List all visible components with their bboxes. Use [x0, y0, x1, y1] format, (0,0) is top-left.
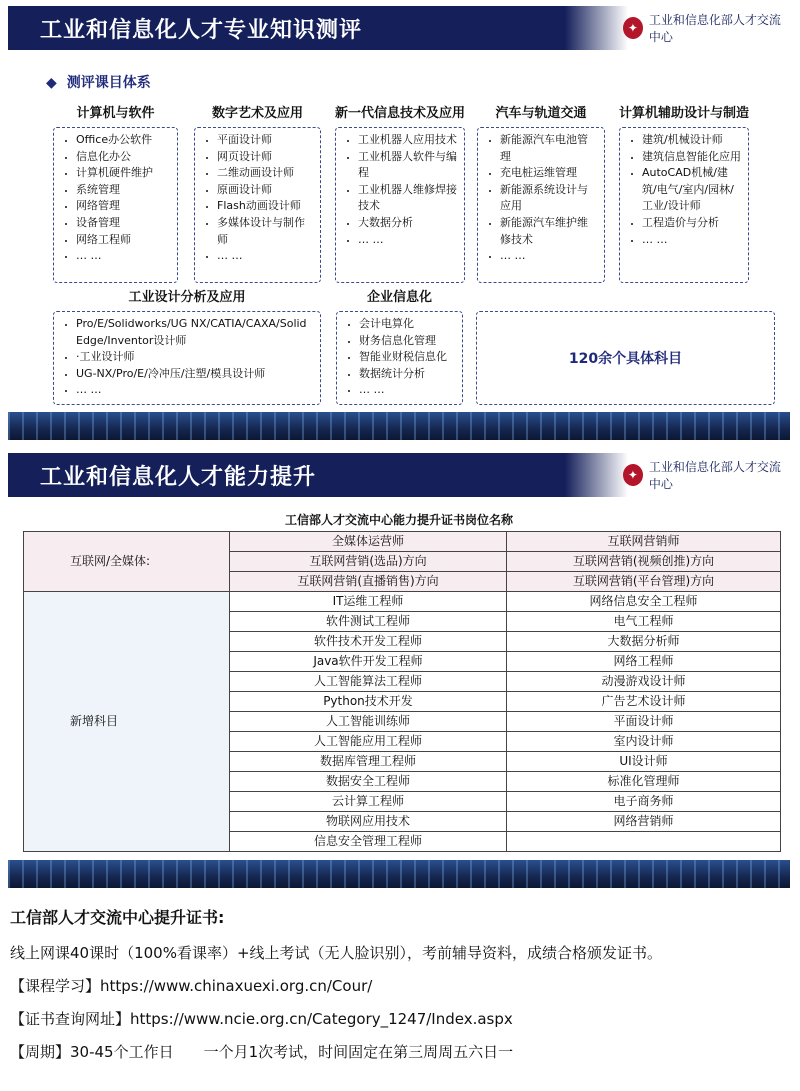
list-item: • … …: [500, 248, 598, 265]
table-cell: 平面设计师: [507, 712, 781, 732]
table-cell: [507, 832, 781, 852]
table-cell: 广告艺术设计师: [507, 692, 781, 712]
table-cell: 软件技术开发工程师: [230, 632, 507, 652]
table-cell: 互联网营销(平台管理)方向: [507, 572, 781, 592]
decorative-band: [8, 860, 790, 888]
category-box: [53, 311, 321, 405]
table-cell: 互联网营销(选品)方向: [230, 552, 507, 572]
table-cell: 网络信息安全工程师: [507, 592, 781, 612]
info-title: 工信部人才交流中心提升证书:: [10, 908, 225, 927]
table-cell: 人工智能训练师: [230, 712, 507, 732]
list-item: • Pro/E/Solidworks/UG NX/CATIA/CAXA/Solid Edge/Inventor设计师: [76, 316, 314, 349]
table-cell: IT运维工程师: [230, 592, 507, 612]
list-item: • 网络工程师: [76, 232, 171, 249]
list-item: • 新能源汽车电池管理: [500, 132, 598, 165]
list-item: • 新能源系统设计与应用: [500, 182, 598, 215]
table-row: [24, 532, 781, 552]
table-cell: 网络工程师: [507, 652, 781, 672]
list-item: • 多媒体设计与制作师: [217, 215, 314, 248]
category-box: [53, 127, 178, 283]
logo-text: 工业和信息化部人才交流中心: [648, 13, 781, 44]
table-cell: Python技术开发: [230, 692, 507, 712]
table-cell: 互联网营销师: [507, 532, 781, 552]
table-cell: 室内设计师: [507, 732, 781, 752]
table-cell: 全媒体运营师: [230, 532, 507, 552]
summary-box: [476, 311, 775, 405]
list-item: • 计算机硬件维护: [76, 165, 171, 182]
list-item: • … …: [642, 232, 742, 249]
decorative-band: [8, 412, 790, 440]
certificate-info: [10, 905, 790, 1074]
table-cell: 互联网营销(直播销售)方向: [230, 572, 507, 592]
list-item: • … …: [217, 248, 314, 265]
list-item: • 工程造价与分析: [642, 215, 742, 232]
category-box: [619, 127, 749, 283]
group-label: 互联网/全媒体:: [24, 532, 230, 592]
table-cell: 电气工程师: [507, 612, 781, 632]
category-title: 汽车与轨道交通: [495, 106, 587, 121]
list-item: • ·工业设计师: [76, 349, 314, 366]
panel-header: [8, 453, 790, 497]
table-cell: 大数据分析师: [507, 632, 781, 652]
panel-title: 工业和信息化人才专业知识测评: [40, 17, 363, 43]
list-item: • AutoCAD机械/建筑/电气/室内/园林/工业/设计师: [642, 165, 742, 215]
panel-title: 工业和信息化人才能力提升: [40, 464, 317, 490]
category-title: 计算机与软件: [76, 106, 155, 121]
list-item: • 网络管理: [76, 198, 171, 215]
info-line-course: 线上网课40课时（100%看课率）+线上考试（无人脸识别），考前辅导资料，成绩合格颁发证书。: [10, 944, 663, 962]
category-title: 新一代信息技术及应用: [335, 106, 466, 121]
list-item: • 原画设计师: [217, 182, 314, 199]
list-item: • 工业机器人软件与编程: [358, 149, 458, 182]
category-box: [477, 127, 605, 283]
table-cell: 数据库管理工程师: [230, 752, 507, 772]
list-item: • 建筑/机械设计师: [642, 132, 742, 149]
table-cell: 互联网营销(视频创推)方向: [507, 552, 781, 572]
category-title: 计算机辅助设计与制造: [619, 106, 750, 121]
table-cell: 物联网应用技术: [230, 812, 507, 832]
category-title: 数字艺术及应用: [211, 106, 303, 121]
list-item: • 工业机器人应用技术: [358, 132, 458, 149]
table-cell: 标准化管理师: [507, 772, 781, 792]
table-cell: 网络营销师: [507, 812, 781, 832]
ability-improvement-panel: [8, 453, 790, 888]
list-item: • Flash动画设计师: [217, 198, 314, 215]
category-title: 企业信息化: [366, 290, 432, 305]
info-line-query-url: 【证书查询网址】https://www.ncie.org.cn/Category_1247/Index.aspx: [10, 1010, 513, 1028]
emblem-icon: ✦: [623, 17, 643, 39]
emblem-icon: ✦: [623, 464, 643, 486]
knowledge-assessment-panel: [8, 6, 790, 440]
info-line-cycle: 【周期】30-45个工作日 一个月1次考试，时间固定在第三周周五六日一: [10, 1043, 514, 1061]
table-cell: 数据安全工程师: [230, 772, 507, 792]
list-item: • 二维动画设计师: [217, 165, 314, 182]
table-cell: UI设计师: [507, 752, 781, 772]
list-item: • 新能源汽车维护维修技术: [500, 215, 598, 248]
list-item: • … …: [358, 232, 458, 249]
table-cell: 软件测试工程师: [230, 612, 507, 632]
info-line-study-url: 【课程学习】https://www.chinaxuexi.org.cn/Cour/: [10, 977, 373, 995]
group-label: 新增科目: [24, 592, 230, 852]
list-item: • 网页设计师: [217, 149, 314, 166]
list-item: • Office办公软件: [76, 132, 171, 149]
table-title: 工信部人才交流中心能力提升证书岗位名称: [284, 513, 513, 527]
category-box: [335, 127, 465, 283]
logo: [565, 6, 790, 50]
list-item: • 数据统计分析: [359, 366, 456, 383]
diamond-bullet-icon: ◆: [46, 75, 57, 91]
list-item: • 大数据分析: [358, 215, 458, 232]
logo: [565, 453, 790, 497]
list-item: • 工业机器人维修焊接技术: [358, 182, 458, 215]
panel-header: [8, 6, 790, 50]
table-cell: 动漫游戏设计师: [507, 672, 781, 692]
logo-text: 工业和信息化部人才交流中心: [648, 460, 781, 491]
list-item: • 智能业财税信息化: [359, 349, 456, 366]
category-title: 工业设计分析及应用: [128, 290, 246, 305]
summary-text: 120余个具体科目: [568, 350, 683, 367]
list-item: • … …: [359, 382, 456, 399]
list-item: • UG-NX/Pro/E/冷冲压/注塑/模具设计师: [76, 366, 314, 383]
category-box: [336, 311, 463, 405]
list-item: • 建筑信息智能化应用: [642, 149, 742, 166]
list-item: • … …: [76, 248, 171, 265]
certificate-table: [23, 531, 781, 852]
table-cell: 人工智能应用工程师: [230, 732, 507, 752]
list-item: • 系统管理: [76, 182, 171, 199]
category-box: [194, 127, 321, 283]
table-cell: 人工智能算法工程师: [230, 672, 507, 692]
list-item: • 财务信息化管理: [359, 333, 456, 350]
section-title: ◆ 测评课目体系: [46, 75, 151, 91]
list-item: • 设备管理: [76, 215, 171, 232]
list-item: • 会计电算化: [359, 316, 456, 333]
list-item: • 充电桩运维管理: [500, 165, 598, 182]
table-cell: 云计算工程师: [230, 792, 507, 812]
list-item: • 信息化办公: [76, 149, 171, 166]
table-cell: 信息安全管理工程师: [230, 832, 507, 852]
table-cell: 电子商务师: [507, 792, 781, 812]
list-item: • … …: [76, 382, 314, 399]
list-item: • 平面设计师: [217, 132, 314, 149]
table-cell: Java软件开发工程师: [230, 652, 507, 672]
table-row: [24, 592, 781, 612]
